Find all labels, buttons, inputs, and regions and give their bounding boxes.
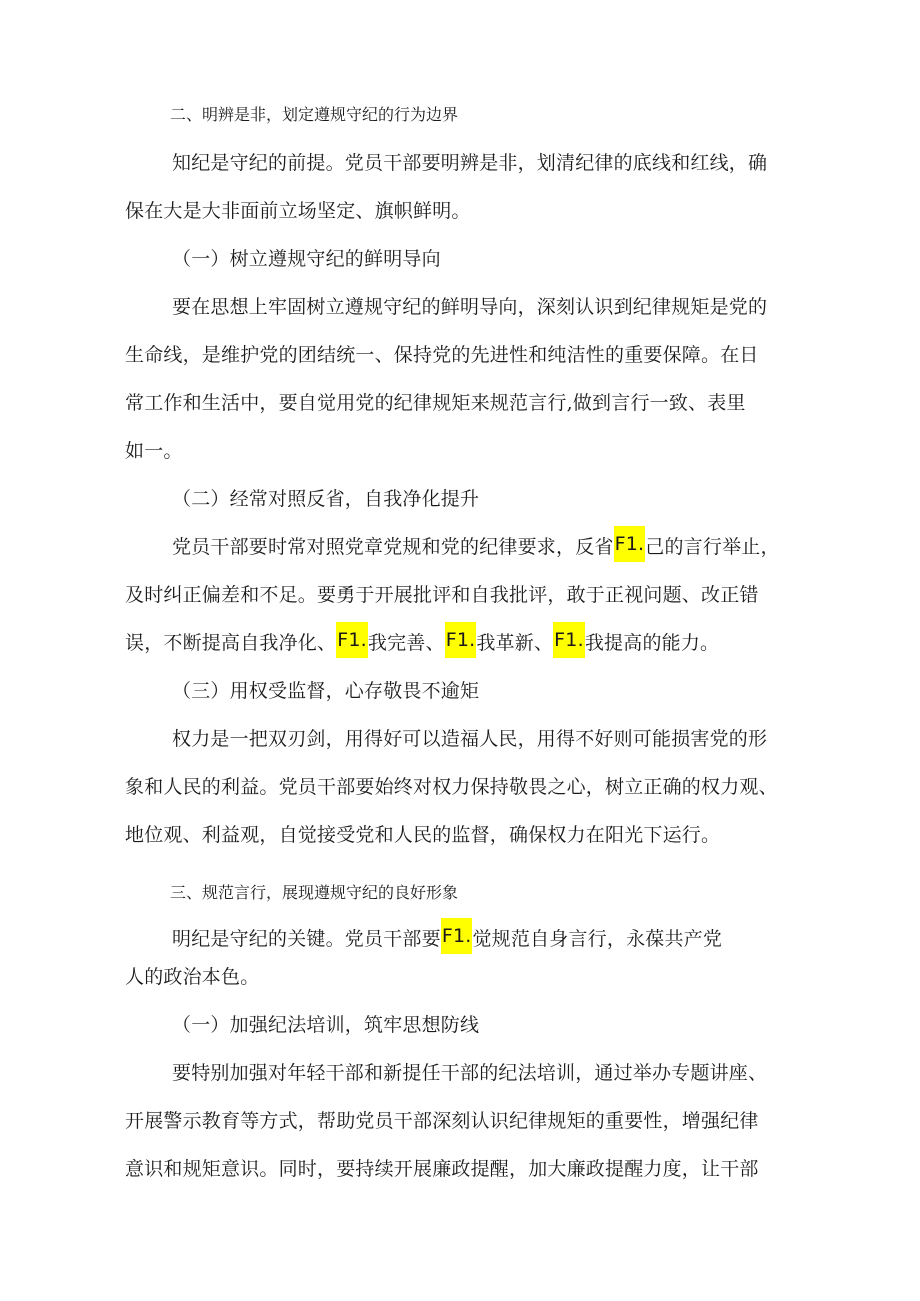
line-text: （一）树立遵规守纪的鲜明导向: [172, 248, 441, 270]
paragraph-line: [125, 821, 720, 849]
line-text: 开展警示教育等方式，帮助党员干部深刻认识纪律规矩的重要性，增强纪律: [125, 1110, 759, 1132]
line-text: 常工作和生活中，要自觉用党的纪律规矩来规范言行,做到言行一致、表里: [125, 392, 746, 414]
paragraph-line: [172, 149, 767, 177]
line-text: 我革新、: [476, 632, 554, 654]
line-text: 己的言行举止，: [645, 536, 780, 558]
paragraph-line: [172, 1059, 767, 1087]
line-text: 明纪是守纪的关键。党员干部要: [172, 928, 441, 950]
highlight-mark: F1.: [614, 526, 646, 562]
paragraph-line: [125, 629, 719, 657]
section-heading: [170, 101, 458, 129]
paragraph-line: [172, 725, 767, 753]
line-text: 象和人民的利益。党员干部要始终对权力保持敬畏之心，树立正确的权力观、: [125, 776, 778, 798]
line-text: 意识和规矩意识。同时，要持续开展廉政提醒，加大廉政提醒力度，让干部: [125, 1158, 759, 1180]
subsection-heading: [172, 245, 441, 273]
line-text: 及时纠正偏差和不足。要勇于开展批评和自我批评，敢于正视问题、改正错: [125, 584, 759, 606]
paragraph-line: [125, 437, 183, 465]
highlight-mark: F1.: [441, 918, 473, 954]
line-text: 权力是一把双刃剑，用得好可以造福人民，用得不好则可能损害党的形: [172, 728, 768, 750]
line-text: 如一。: [125, 440, 183, 462]
paragraph-line: [125, 1107, 759, 1135]
paragraph-line: [172, 533, 780, 561]
highlight-mark: F1.: [336, 622, 368, 658]
line-text: （三）用权受监督，心存敬畏不逾矩: [172, 680, 480, 702]
paragraph-line: [125, 389, 746, 417]
line-text: 要在思想上牢固树立遵规守纪的鲜明导向，深刻认识到纪律规矩是党的: [172, 296, 768, 318]
subsection-heading: [172, 1011, 479, 1039]
paragraph-line: [125, 197, 471, 225]
line-text: 我提高的能力。: [584, 632, 720, 654]
heading-text: 三、规范言行，展现遵规守纪的良好形象: [170, 883, 459, 902]
line-text: 党员干部要时常对照党章党规和党的纪律要求，反省: [172, 536, 614, 558]
line-text: 要特别加强对年轻干部和新提任干部的纪法培训，通过举办专题讲座、: [172, 1062, 768, 1084]
paragraph-line: [125, 1155, 759, 1183]
line-text: （二）经常对照反省，自我净化提升: [172, 488, 480, 510]
paragraph-line: [172, 925, 722, 953]
subsection-heading: [172, 485, 479, 513]
line-text: 人的政治本色。: [125, 966, 260, 988]
line-text: 误，不断提高自我净化、: [125, 632, 337, 654]
line-text: 知纪是守纪的前提。党员干部要明辨是非，划清纪律的底线和红线，确: [172, 152, 768, 174]
line-text: 觉规范自身言行，永葆共产党: [472, 928, 723, 950]
line-text: 我完善、: [367, 632, 445, 654]
paragraph-line: [125, 963, 259, 991]
section-heading: [170, 879, 458, 907]
line-text: （一）加强纪法培训，筑牢思想防线: [172, 1014, 480, 1036]
paragraph-line: [125, 341, 759, 369]
line-text: 地位观、利益观，自觉接受党和人民的监督，确保权力在阳光下运行。: [125, 824, 721, 846]
line-text: 保在大是大非面前立场坚定、旗帜鲜明。: [125, 200, 471, 222]
highlight-mark: F1.: [445, 622, 477, 658]
heading-text: 二、明辨是非，划定遵规守纪的行为边界: [170, 105, 459, 124]
paragraph-line: [125, 773, 778, 801]
subsection-heading: [172, 677, 479, 705]
highlight-mark: F1.: [553, 622, 585, 658]
paragraph-line: [125, 581, 759, 609]
line-text: 生命线，是维护党的团结统一、保持党的先进性和纯洁性的重要保障。在日: [125, 344, 759, 366]
paragraph-line: [172, 293, 767, 321]
